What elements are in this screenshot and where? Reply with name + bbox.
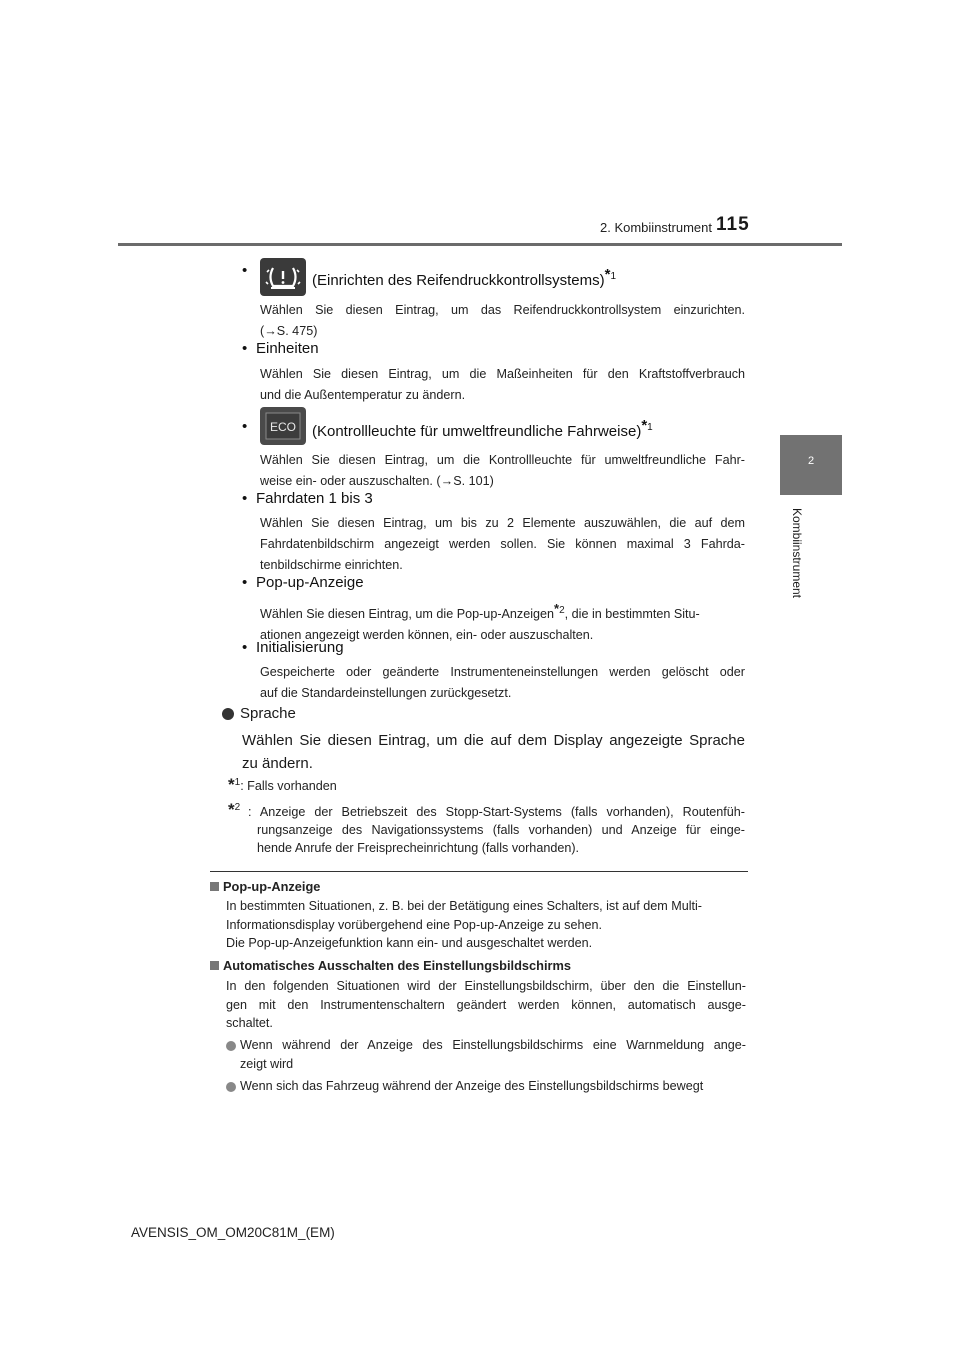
note-line: Informationsdisplay vorübergehend eine Pop-up-Anzeige zu sehen. [226, 917, 602, 932]
desc-line: Fahrdatenbildschirm angezeigt werden sollen. Sie können maximal 3 Fahrda- [260, 537, 745, 551]
note-line: Wenn sich das Fahrzeug während der Anzeige des Einstellungsbildschirms bewegt [240, 1079, 704, 1093]
note-line: schaltet. [226, 1016, 273, 1030]
bullet: • [242, 262, 248, 279]
chapter-side-label: Kombiinstrument [790, 507, 804, 599]
note-line: Die Pop-up-Anzeigefunktion kann ein- und ausgeschaltet werden. [226, 936, 593, 950]
item-title-text: (Einrichten des Reifendruckkontrollsystems) [312, 272, 605, 289]
eco-indicator-icon [260, 407, 306, 445]
desc-line: zu ändern. [242, 755, 313, 772]
item-desc-tpms [260, 300, 745, 342]
item-title-eco [312, 417, 653, 440]
footnote-text: : Falls vorhanden [240, 779, 337, 793]
note-heading-text: Pop-up-Anzeige [223, 879, 321, 894]
menu-item-eco [242, 418, 256, 435]
desc-line: weise ein- oder auszuschalten. (→S. 101) [260, 474, 494, 488]
note-heading-auto-off [210, 958, 571, 973]
bullet: • [242, 418, 248, 435]
item-desc-reset [260, 662, 745, 704]
square-bullet-icon [210, 882, 219, 891]
menu-item-tpms [242, 262, 256, 279]
header-divider [118, 243, 842, 246]
footnote-mark: *2 [554, 601, 565, 616]
menu-item-trip-data [242, 490, 373, 507]
desc-line: Wählen Sie diesen Eintrag, um bis zu 2 Elemente auszuwählen, die auf dem [260, 516, 745, 530]
footnote-mark: *1 [604, 266, 617, 283]
item-desc-trip-data [260, 513, 745, 576]
item-desc-eco [260, 450, 745, 492]
desc-line: Wählen Sie diesen Eintrag, um die auf dem Display angezeigte Sprache [242, 732, 745, 749]
page-number: 115 [716, 214, 750, 235]
item-title-tpms [312, 266, 616, 289]
note-heading-popup [210, 879, 320, 894]
desc-line: tenbildschirme einrichten. [260, 558, 403, 572]
bullet: • [242, 574, 248, 591]
section-bullet [222, 708, 234, 720]
chapter-title: 2. Kombiinstrument [600, 220, 712, 235]
desc-line: und die Außentemperatur zu ändern. [260, 388, 466, 402]
note-line: Wenn während der Anzeige des Einstellungsbildschirms eine Warnmeldung ange- [240, 1038, 746, 1052]
bullet: • [242, 639, 248, 656]
round-bullet-icon [226, 1041, 236, 1051]
menu-item-popup [242, 574, 364, 591]
menu-item-reset [242, 639, 344, 656]
note-bullet-moving [240, 1077, 746, 1096]
desc-line: Wählen Sie diesen Eintrag, um die Kontrollleuchte für umweltfreundliche Fahr- [260, 453, 745, 467]
footnote-2-mark: *$^2$ [228, 800, 241, 819]
tire-pressure-warning-icon [260, 258, 306, 296]
desc-line: Gespeicherte oder geänderte Instrumenteneinstellungen werden gelöscht oder [260, 665, 745, 679]
menu-item-units [242, 340, 319, 357]
desc-text: , die in bestimmten Situ- [564, 607, 700, 622]
desc-line: Wählen Sie diesen Eintrag, um die Maßeinheiten für den Kraftstoffverbrauch [260, 367, 745, 381]
note-body-auto-off [226, 977, 746, 1033]
item-title-text: Initialisierung [256, 639, 344, 656]
notes-divider [210, 871, 748, 872]
footnote-line: : Anzeige der Betriebszeit des Stopp-Start-Systems (falls vorhanden), Routenfüh- [248, 805, 745, 819]
footnote-2 [248, 803, 745, 857]
desc-line: Wählen Sie diesen Eintrag, um das Reifendruckkontrollsystem einzurichten. [260, 303, 745, 317]
section-title-language: Sprache [240, 705, 296, 722]
bullet: • [242, 490, 248, 507]
note-line: gen mit den Instrumentenschaltern geändert werden können, automatisch ausge- [226, 997, 746, 1012]
item-title-text: Fahrdaten 1 bis 3 [256, 490, 373, 507]
item-desc-units [260, 364, 745, 406]
note-line: In bestimmten Situationen, z. B. bei der Betätigung eines Schalters, ist auf dem Multi- [226, 899, 703, 913]
desc-line: (→S. 475) [260, 324, 318, 338]
item-title-text: Pop-up-Anzeige [256, 574, 364, 591]
note-bullet-warning [240, 1036, 746, 1073]
document-code: AVENSIS_OM_OM20C81M_(EM) [131, 1225, 335, 1240]
note-body-popup [226, 897, 746, 953]
footnote-line: rungsanzeige des Navigationssystems (falls vorhanden) und Anzeige für einge- [257, 823, 745, 837]
item-title-text: Einheiten [256, 340, 319, 357]
eco-icon-text: ECO [269, 420, 297, 434]
section-desc-language [242, 729, 745, 775]
note-line: zeigt wird [240, 1056, 294, 1071]
note-line: In den folgenden Situationen wird der Einstellungsbildschirm, über den die Einstellun- [226, 979, 746, 993]
footnote-1: *$^1$: Falls vorhanden [228, 775, 337, 794]
note-heading-text: Automatisches Ausschalten des Einstellungsbildschirms [223, 958, 571, 973]
item-title-text: (Kontrollleuchte für umweltfreundliche Fahrweise) [312, 423, 642, 440]
round-bullet-icon [226, 1082, 236, 1092]
desc-text: Wählen Sie diesen Eintrag, um die Pop-up-Anzeigen [260, 607, 555, 622]
footnote-mark: *1 [641, 417, 653, 434]
footnote-line: hende Anrufe der Freisprecheinrichtung (falls vorhanden). [257, 841, 580, 855]
chapter-tab-number: 2 [807, 455, 815, 467]
desc-line: auf die Standardeinstellungen zurückgesetzt. [260, 686, 512, 700]
square-bullet-icon [210, 961, 219, 970]
desc-line: ationen angezeigt werden können, ein- oder auszuschalten. [260, 628, 594, 643]
bullet: • [242, 340, 248, 357]
